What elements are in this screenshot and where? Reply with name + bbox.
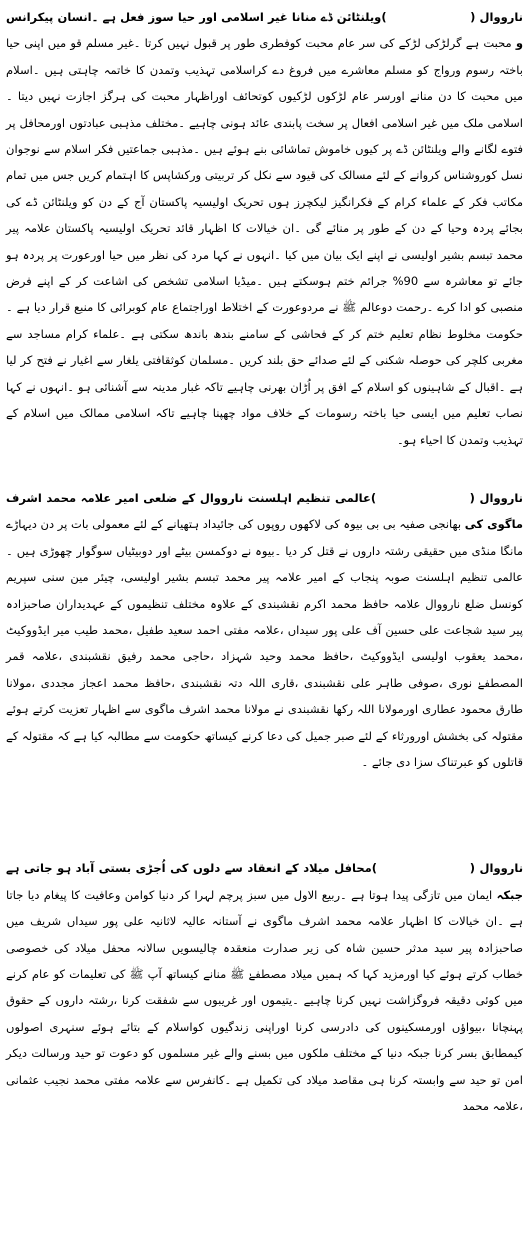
news-item-valentines-day bbox=[6, 4, 523, 453]
headline: )محافل میلاد کے انعقاد سے دلوں کی اُجڑی بستی آباد ہو جاتی ہے جبکہ bbox=[6, 861, 524, 902]
article-body: ایمان میں تازگی پیدا ہوتا ہے ۔ربیع الاول میں سبز پرچم لہرا کر دنیا کوامن وعافیت کا پیغام دیا جاتا ہے ۔ان خیالات کا اظہار علامہ محمد اشرف ماگوی نے آستانہ عالیہ لاثانیہ علی پور سیداں شریف میں صاحبزادہ پیر سید مدثر حسین شاہ کی زیر صدارت منعقدہ چالیسویں سالانہ محفل میلاد کی خصوصی خطاب کرتے ہوئے کیا اورمزید کہا کہ ہمیں میلاد مصطفےٰ ﷺ منانے کیساتھ آپ ﷺ کی تعلیمات کو عام کرنے میں کوئی دقیقہ فروگزاشت نہیں کرنا چاہیے ۔یتیموں اور غریبوں سے شفقت کرنا ،رشتہ داروں کے حقوق پہنچانا ،بیواؤں اورمسکینوں کی دادرسی کرنا اوراپنی زندگیوں کواسلام کے بتائے ہوئے سنہری اصولوں کیمطابق بسر کرنا جبکہ دنیا کے مختلف ملکوں میں بسنے والے غیر مسلموں کو دعوت تو حید ورسالت دیکر امن تو حید سے وابستہ کرنا ہی مقاصد میلاد کی تکمیل ہے ۔کانفرس سے علامہ مفتی محمد نجیب عثمانی ،علامہ محمد bbox=[6, 887, 523, 1114]
article-body: محبت ہے گرلڑکی لڑکے کی سر عام محبت کوفطری طور پر قبول نہیں کرتا ۔غیر مسلم قو میں اپنی حیا باختہ رسوم ورواج کو مسلم معاشرے میں فروغ دے کراسلامی تہذیب وتمدن کا خاتمہ چاہتی ہیں ۔اسلام میں محبت کا دن منانے اورسر عام لڑکوں لڑکیوں کوتحائف اوراظہار محبت کی ہرگز اجازت نہیں دیتا ۔اسلامی ملک میں غیر اسلامی افعال پر سخت پابندی عائد ہونی چاہیے ۔مختلف مذہبی عبادتوں اورمحافل پر فتوے لگانے والے ویلنٹائن ڈے پر کیوں خاموش تماشائی بنے ہوئے ہیں ۔مذہبی جماعتیں فکر اسلام سے نوجوان نسل کوروشناس کروانے کے لئے مسالک کی قیود سے نکل کر تربیتی ورکشاپس کا اہتمام کریں جس میں تمام مکاتب فکر کے علماء کرام کے فکرانگیز لیکچرز ہوں تحریک اولیسیہ پاکستان آج کے دن کو ویلنٹائن ڈے کی بجائے پردہ وحیا کے دن کے طور پر منائے گی ۔ان خیالات کا اظہار قائد تحریک اولیسیہ پاکستان علامہ پیر محمد تبسم بشیر اولیسی نے اپنے ایک بیان میں کیا ۔انہوں نے کہا مرد کی نظر میں حیا اورعورت پر پردہ ہو جائے تو معاشرہ سے 90% جرائم ختم ہوسکتے ہیں ۔میڈیا اسلامی تشخص کی اشاعت کر کے اپنے فرض منصبی کو ادا کرے ۔رحمت دوعالم ﷺ نے مردوعورت کے اختلاط اوراجتماع عام کوبرائی کا منبع قرار دیا ہے ۔حکومت مخلوط نظام تعلیم ختم کر کے فحاشی کے سامنے بندھ باندھ سکتی ہے ۔علماء کرام مساجد سے مغربی کلچر کی حوصلہ شکنی کے لئے صدائے حق بلند کریں ۔مسلمان کوثقافتی یلغار سے اغیار نے فتح کر لیا ہے ۔اقبال کے شاہینوں کو اسلام کے افق پر اُڑان بھرنی چاہیے تاکہ غبار مدینہ سے آشنائی ہو ۔انہوں نے کہا نصاب تعلیم میں ایسی حیا باختہ رسومات کے خلاف مواد چھپنا چاہیے تاکہ اسلامی ممالک میں اسلام کے تہذیب وتمدن کا احیاء ہو۔ bbox=[6, 36, 523, 447]
article-gap bbox=[6, 775, 523, 855]
dateline: نارووال ( bbox=[469, 490, 524, 505]
headline: )عالمی تنظیم اہلسنت نارووال کے ضلعی امیر علامہ محمد اشرف ماگوی کی bbox=[6, 490, 524, 532]
headline: )ویلنٹائن ڈے منانا غیر اسلامی اور حیا سوز فعل ہے ۔انسان پیکرانس و bbox=[6, 10, 523, 51]
dateline: نارووال ( bbox=[470, 10, 523, 24]
article-paragraph bbox=[6, 4, 523, 453]
dateline: نارووال ( bbox=[469, 861, 524, 876]
article-paragraph bbox=[6, 855, 523, 1119]
article-paragraph bbox=[6, 485, 523, 775]
news-item-condolence bbox=[6, 485, 523, 775]
article-gap bbox=[6, 453, 523, 485]
news-item-milad bbox=[6, 855, 523, 1119]
article-body: بھانجی صفیہ بی بی بیوہ کی لاکھوں روپوں کی جائیداد ہتھیانے کے لئے معمولی بات پر دن دیہاڑے مانگا منڈی میں حقیقی رشتہ داروں نے قتل کر دیا ۔بیوہ نے دوکمسن بیٹے اور دوبیٹیاں سوگوار چھوڑی ہیں ۔عالمی تنظیم اہلسنت صوبہ پنجاب کے امیر علامہ پیر محمد تبسم بشیر اولیسی، چیئر مین سنی سپریم کونسل ضلع نارووال علامہ حافظ محمد اکرم نقشبندی کے علاوہ مختلف تنظیموں کے عہدیداران صاحبزادہ پیر سید شجاعت علی حسین آف علی پور سیداں ،علامہ مفتی احمد سعید طفیل ،محمد طیب میر ایڈووکیٹ ،محمد یعقوب اولیسی ایڈووکیٹ ،حافظ محمد وحید شہزاد ،حاجی محمد رفیق نقشبندی ،علامہ قمر المصطفےٰ نوری ،صوفی طاہر علی نقشبندی ،قاری اللہ دتہ نقشبندی ،حافظ محمد اعجاز مجددی ،مولانا طارق محمود عطاری اورمولانا اللہ رکھا نقشبندی نے مولانا محمد اشرف ماگوی سے اظہار تعزیت کرتے ہوئے مقتولہ کی بخشش اورورثاء کے لئے صبر جمیل کی دعا کرنے کیساتھ حکومت سے مطالبہ کیا ہے کہ مقتولہ کے قاتلوں کو عبرتناک سزا دی جائے ۔ bbox=[6, 517, 523, 769]
